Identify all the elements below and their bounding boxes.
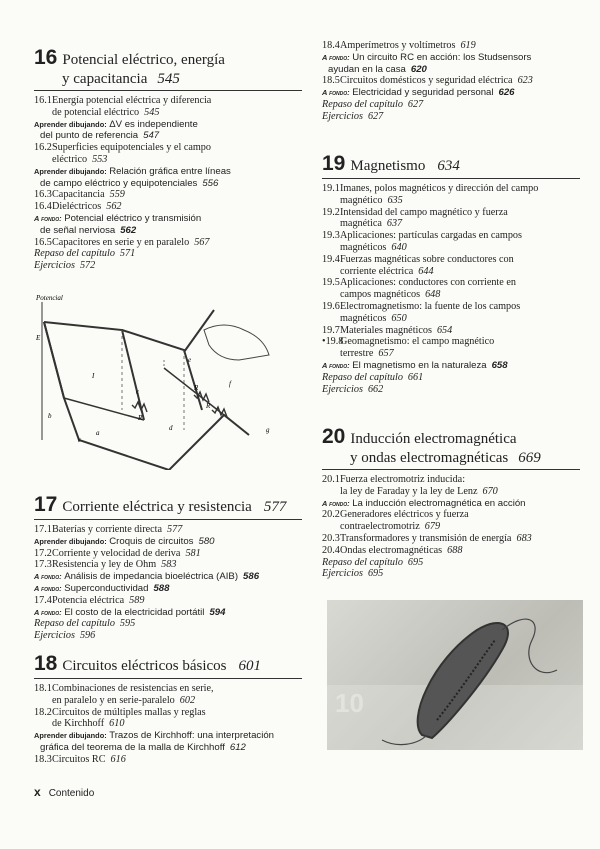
toc-entry (322, 230, 580, 254)
toc-entry (34, 571, 302, 583)
entry-page: 626 (498, 87, 515, 99)
section-title: Ondas electromagnéticas (340, 544, 443, 556)
entry-page: 556 (202, 177, 219, 189)
entry-page: 580 (198, 535, 215, 547)
feature-title: La inducción electromagnética en acción (352, 497, 526, 509)
toc-entry (34, 119, 302, 143)
section-number: 16.4 (34, 201, 52, 213)
label-epsilon: ε (78, 436, 81, 444)
entry-page: 581 (185, 547, 201, 559)
section-number: 19.6 (322, 300, 340, 312)
entry-page: 644 (418, 265, 434, 277)
review-entry: Ejercicios (322, 110, 363, 122)
ghost-chapter-number: 10 (335, 688, 364, 718)
chapter-title: Potencial eléctrico, energía (62, 52, 225, 68)
section-number: 16.1 (34, 95, 52, 106)
section-title: Circuitos de múltiples mallas y reglas (52, 706, 206, 718)
section-title-cont: eléctrico (52, 153, 88, 165)
entry-page: 620 (410, 63, 427, 75)
toc-entry (34, 189, 302, 201)
toc-entry (322, 384, 580, 396)
chapter-title-line2: y capacitancia (62, 71, 148, 87)
entry-page: 559 (109, 189, 125, 201)
feature-title: El costo de la electricidad portátil (64, 606, 205, 618)
section-number: 17.2 (34, 547, 52, 559)
section-title: Generadores eléctricos y fuerza (340, 509, 469, 521)
feature-label: A fondo: (34, 572, 62, 582)
entry-page: 640 (391, 241, 407, 253)
toc-list (322, 40, 580, 123)
label-f: f (229, 380, 231, 388)
feature-title-cont: gráfica del teorema de la malla de Kirchhoff (40, 741, 225, 753)
chapter-number: 20 (322, 425, 346, 448)
toc-entry (34, 630, 302, 642)
section-number: 19.7 (322, 324, 340, 336)
toc-list (322, 183, 580, 395)
chapter-number: 18 (34, 652, 58, 675)
section-title: Geomagnetismo: el campo magnético (340, 336, 495, 348)
section-title-cont: magnéticos (340, 241, 387, 253)
section-title: Combinaciones de resistencias en serie, (52, 683, 214, 694)
chapter-19-heading (322, 152, 580, 179)
toc-entry (34, 618, 302, 630)
toc-entry (322, 254, 580, 278)
review-entry: Ejercicios (34, 260, 75, 272)
toc-entry (34, 683, 302, 707)
entry-page: 650 (391, 312, 407, 324)
review-entry: Repaso del capítulo (34, 248, 115, 260)
section-number: 16.5 (34, 236, 52, 248)
chapter-19 (322, 152, 580, 395)
entry-page: 688 (447, 544, 463, 556)
review-entry: Ejercicios (322, 568, 363, 580)
section-number: 17.1 (34, 524, 52, 535)
feature-label: Aprender dibujando: (34, 731, 107, 741)
entry-page: 635 (387, 194, 403, 206)
section-number: 20.2 (322, 509, 340, 521)
chapter-number: 16 (34, 46, 58, 69)
toc-entry (34, 166, 302, 190)
section-title: Aplicaciones: partículas cargadas en campos (340, 230, 522, 242)
potential-figure (34, 290, 302, 470)
label-b: b (48, 412, 52, 420)
feature-label: A fondo: (322, 498, 350, 508)
toc-entry (322, 111, 580, 123)
section-title: Intensidad del campo magnético y fuerza (340, 206, 508, 218)
entry-page: 577 (167, 524, 183, 535)
label-I: I (92, 372, 95, 380)
toc-entry (34, 524, 302, 536)
entry-page: 610 (109, 718, 125, 730)
entry-page: 562 (106, 201, 122, 213)
toc-entry (322, 557, 580, 569)
review-entry: Ejercicios (34, 630, 75, 642)
chapter-17-heading (34, 493, 302, 520)
chapter-number: 17 (34, 493, 58, 516)
feature-title: Croquis de circuitos (109, 535, 194, 547)
entry-page: 658 (491, 359, 508, 371)
review-entry: Repaso del capítulo (322, 556, 403, 568)
chapter-page: 545 (157, 71, 180, 87)
entry-page: 637 (386, 218, 403, 230)
feature-label: Aprender dibujando: (34, 536, 107, 546)
feature-label: A fondo: (34, 213, 62, 223)
entry-page: 562 (120, 224, 137, 236)
section-title-cont: la ley de Faraday y la ley de Lenz (340, 485, 478, 497)
section-number: 17.3 (34, 559, 52, 571)
bacterium-photo (327, 600, 583, 750)
circuit-potential-diagram (34, 290, 302, 470)
chapter-18-heading (34, 652, 302, 679)
section-title-cont: en paralelo y en serie-paralelo (52, 694, 175, 706)
page-footer (34, 785, 94, 799)
review-entry: Ejercicios (322, 383, 363, 395)
entry-page: 695 (407, 556, 424, 568)
chapter-18-continued (322, 40, 580, 123)
label-c: c (136, 388, 140, 396)
chapter-title: Corriente eléctrica y resistencia (62, 499, 252, 515)
circuit-mid (64, 398, 144, 420)
toc-list (34, 95, 302, 272)
feature-label: A fondo: (34, 607, 62, 617)
toc-entry (34, 559, 302, 571)
toc-entry (322, 498, 580, 510)
section-title-cont: terrestre (340, 348, 374, 360)
toc-entry (322, 52, 580, 76)
section-title: Corriente y velocidad de deriva (52, 547, 181, 559)
label-e: e (188, 356, 192, 364)
toc-entry (34, 213, 302, 237)
entry-page: 594 (209, 606, 226, 618)
entry-page: 670 (482, 485, 498, 497)
entry-page: 612 (229, 741, 246, 753)
section-number: 18.4 (322, 40, 340, 51)
label-d: d (169, 424, 173, 432)
chapter-20-heading (322, 425, 580, 470)
section-number: 19.4 (322, 253, 340, 265)
toc-entry (322, 99, 580, 111)
feature-label: A fondo: (322, 52, 350, 62)
label-R: R (194, 384, 199, 392)
section-title: Energía potencial eléctrica y diferencia (52, 95, 212, 106)
label-a: a (96, 429, 100, 437)
toc-entry (322, 183, 580, 207)
section-title: Capacitores en serie y en paralelo (52, 236, 190, 248)
feature-title-cont: de señal nerviosa (40, 224, 116, 236)
entry-page: 596 (79, 630, 96, 642)
entry-page: 595 (119, 618, 136, 630)
feature-label: A fondo: (322, 88, 350, 98)
review-entry: Repaso del capítulo (34, 618, 115, 630)
footer-label: Contenido (48, 788, 95, 799)
entry-page: 627 (407, 98, 424, 110)
entry-page: 572 (79, 260, 96, 272)
section-title: Electromagnetismo: la fuente de los campos (340, 300, 521, 312)
toc-entry (322, 545, 580, 557)
entry-page: 586 (243, 571, 260, 583)
entry-page: 588 (153, 582, 170, 594)
entry-page: 657 (378, 348, 394, 360)
section-number: 16.2 (34, 142, 52, 154)
toc-entry (34, 548, 302, 560)
section-title: Amperímetros y voltímetros (340, 40, 456, 51)
toc-entry (34, 607, 302, 619)
chapter-18 (34, 652, 302, 766)
page-number: x (34, 785, 41, 799)
section-number: 19.1 (322, 183, 340, 194)
feature-title: Un circuito RC en acción: los Studsensors (352, 51, 532, 63)
entry-page: 589 (129, 594, 145, 606)
toc-entry (34, 260, 302, 272)
section-title: Transformadores y transmisión de energía (340, 532, 512, 544)
chapter-title: Inducción electromagnética (350, 431, 517, 447)
toc-entry (322, 325, 580, 337)
section-title: Dieléctricos (52, 201, 102, 213)
entry-page: 695 (367, 568, 384, 580)
section-title-cont: contraelectromotriz (340, 521, 420, 533)
section-title: Resistencia y ley de Ohm (52, 559, 157, 571)
feature-label: A fondo: (34, 583, 62, 593)
feature-label: A fondo: (322, 360, 350, 370)
chapter-20 (322, 425, 580, 580)
feature-title-cont: de campo eléctrico y equipotenciales (40, 177, 198, 189)
section-title: Aplicaciones: conductores con corriente en (340, 277, 516, 289)
toc-entry (322, 301, 580, 325)
section-number: 18.5 (322, 75, 340, 87)
toc-entry (34, 595, 302, 607)
feature-title-cont: del punto de referencia (40, 130, 139, 142)
circuit-top-left (44, 322, 144, 420)
entry-page: 662 (367, 383, 384, 395)
toc-entry (322, 87, 580, 99)
entry-page: 627 (367, 110, 384, 122)
entry-page: 545 (144, 106, 160, 118)
toc-entry (34, 536, 302, 548)
toc-entry (322, 277, 580, 301)
toc-entry (322, 474, 580, 498)
review-entry: Repaso del capítulo (322, 371, 403, 383)
battery-edge (44, 322, 64, 398)
entry-page: 648 (425, 289, 441, 301)
section-title: Baterías y corriente directa (52, 524, 163, 535)
section-title: Fuerza electromotriz inducida: (340, 474, 466, 485)
section-number: •19.8 (322, 336, 344, 348)
toc-list (322, 474, 580, 580)
chapter-number: 19 (322, 152, 346, 175)
flagellum (502, 619, 557, 673)
bacterium-image (327, 600, 583, 750)
feature-title: Superconductividad (64, 582, 149, 594)
toc-entry (34, 248, 302, 260)
figure-ylabel: Potencial (36, 294, 63, 302)
toc-entry (34, 142, 302, 166)
label-R: R (138, 414, 143, 422)
label-R: R (206, 402, 211, 410)
section-title: Imanes, polos magnéticos y dirección del campo (340, 183, 539, 194)
chapter-title-line2: y ondas electromagnéticas (350, 450, 509, 466)
section-title: Fuerzas magnéticas sobre conductores con (340, 253, 514, 265)
toc-entry (34, 754, 302, 766)
hand-icon (204, 325, 269, 360)
feature-label: Aprender dibujando: (34, 166, 107, 176)
feature-title: Electricidad y seguridad personal (352, 87, 494, 99)
feature-title: ΔV es independiente (109, 118, 198, 130)
toc-entry (34, 95, 302, 119)
chapter-page: 601 (238, 658, 261, 674)
section-title-cont: corriente eléctrica (340, 265, 414, 277)
feature-label: Aprender dibujando: (34, 119, 107, 129)
toc-entry (322, 533, 580, 545)
toc-list (34, 683, 302, 766)
feature-title: Relación gráfica entre líneas (109, 165, 231, 177)
feature-title: Potencial eléctrico y transmisión (64, 212, 202, 224)
section-number: 19.2 (322, 206, 340, 218)
section-title-cont: de potencial eléctrico (52, 106, 140, 118)
toc-entry (322, 360, 580, 372)
section-title: Circuitos domésticos y seguridad eléctrica (340, 75, 513, 87)
section-title-cont: de Kirchhoff (52, 718, 105, 730)
toc-entry (322, 207, 580, 231)
toc-entry (322, 509, 580, 533)
toc-entry (34, 730, 302, 754)
chapter-16-heading (34, 46, 302, 91)
section-number: 19.5 (322, 277, 340, 289)
section-title-cont: magnética (340, 218, 382, 230)
section-title-cont: magnético (340, 194, 383, 206)
label-E: E (36, 334, 41, 342)
section-number: 20.3 (322, 532, 340, 544)
section-number: 18.1 (34, 683, 52, 694)
feature-title: Análisis de impedancia bioeléctrica (AIB) (64, 571, 239, 583)
section-title: Capacitancia (52, 189, 105, 201)
chapter-page: 577 (263, 499, 287, 515)
toc-entry (322, 40, 580, 52)
section-title: Circuitos RC (52, 753, 106, 765)
chapter-17 (34, 493, 302, 642)
section-title: Superficies equipotenciales y el campo (52, 142, 211, 154)
section-title-cont: campos magnéticos (340, 289, 421, 301)
entry-page: 654 (436, 324, 453, 336)
chapter-page: 634 (437, 158, 460, 174)
toc-entry (34, 237, 302, 249)
circuit-bottom-path (44, 322, 249, 470)
toc-entry (322, 75, 580, 87)
section-title: Materiales magnéticos (340, 324, 432, 336)
entry-page: 619 (460, 40, 476, 51)
section-number: 20.4 (322, 544, 340, 556)
entry-page: 567 (194, 236, 210, 248)
entry-page: 623 (517, 75, 533, 87)
chapter-page: 669 (518, 450, 541, 466)
feature-title: El magnetismo en la naturaleza (352, 359, 487, 371)
toc-entry (322, 372, 580, 384)
toc-entry (34, 201, 302, 213)
toc-entry (34, 707, 302, 731)
section-number: 20.1 (322, 474, 340, 485)
label-g: g (266, 426, 270, 434)
section-title-cont: magnéticos (340, 312, 387, 324)
section-title: Potencia eléctrica (52, 594, 125, 606)
section-number: 17.4 (34, 594, 52, 606)
section-number: 18.2 (34, 706, 52, 718)
section-number: 16.3 (34, 189, 52, 201)
feature-title: Trazos de Kirchhoff: una interpretación (109, 730, 275, 742)
entry-page: 583 (161, 559, 177, 571)
entry-page: 683 (516, 532, 532, 544)
entry-page: 553 (92, 153, 108, 165)
chapter-title: Circuitos eléctricos básicos (62, 658, 227, 674)
feature-title-cont: ayudan en la casa (328, 63, 406, 75)
section-number: 18.3 (34, 753, 52, 765)
toc-entry (34, 583, 302, 595)
toc-entry (322, 568, 580, 580)
chapter-title: Magnetismo (350, 158, 426, 174)
entry-page: 602 (179, 694, 196, 706)
entry-page: 571 (119, 248, 136, 260)
entry-page: 661 (407, 371, 424, 383)
section-number: 19.3 (322, 230, 340, 242)
toc-list (34, 524, 302, 642)
review-entry: Repaso del capítulo (322, 98, 403, 110)
chapter-16 (34, 46, 302, 272)
entry-page: 679 (424, 521, 441, 533)
toc-entry (322, 336, 580, 360)
entry-page: 616 (110, 753, 126, 765)
entry-page: 547 (143, 130, 160, 142)
